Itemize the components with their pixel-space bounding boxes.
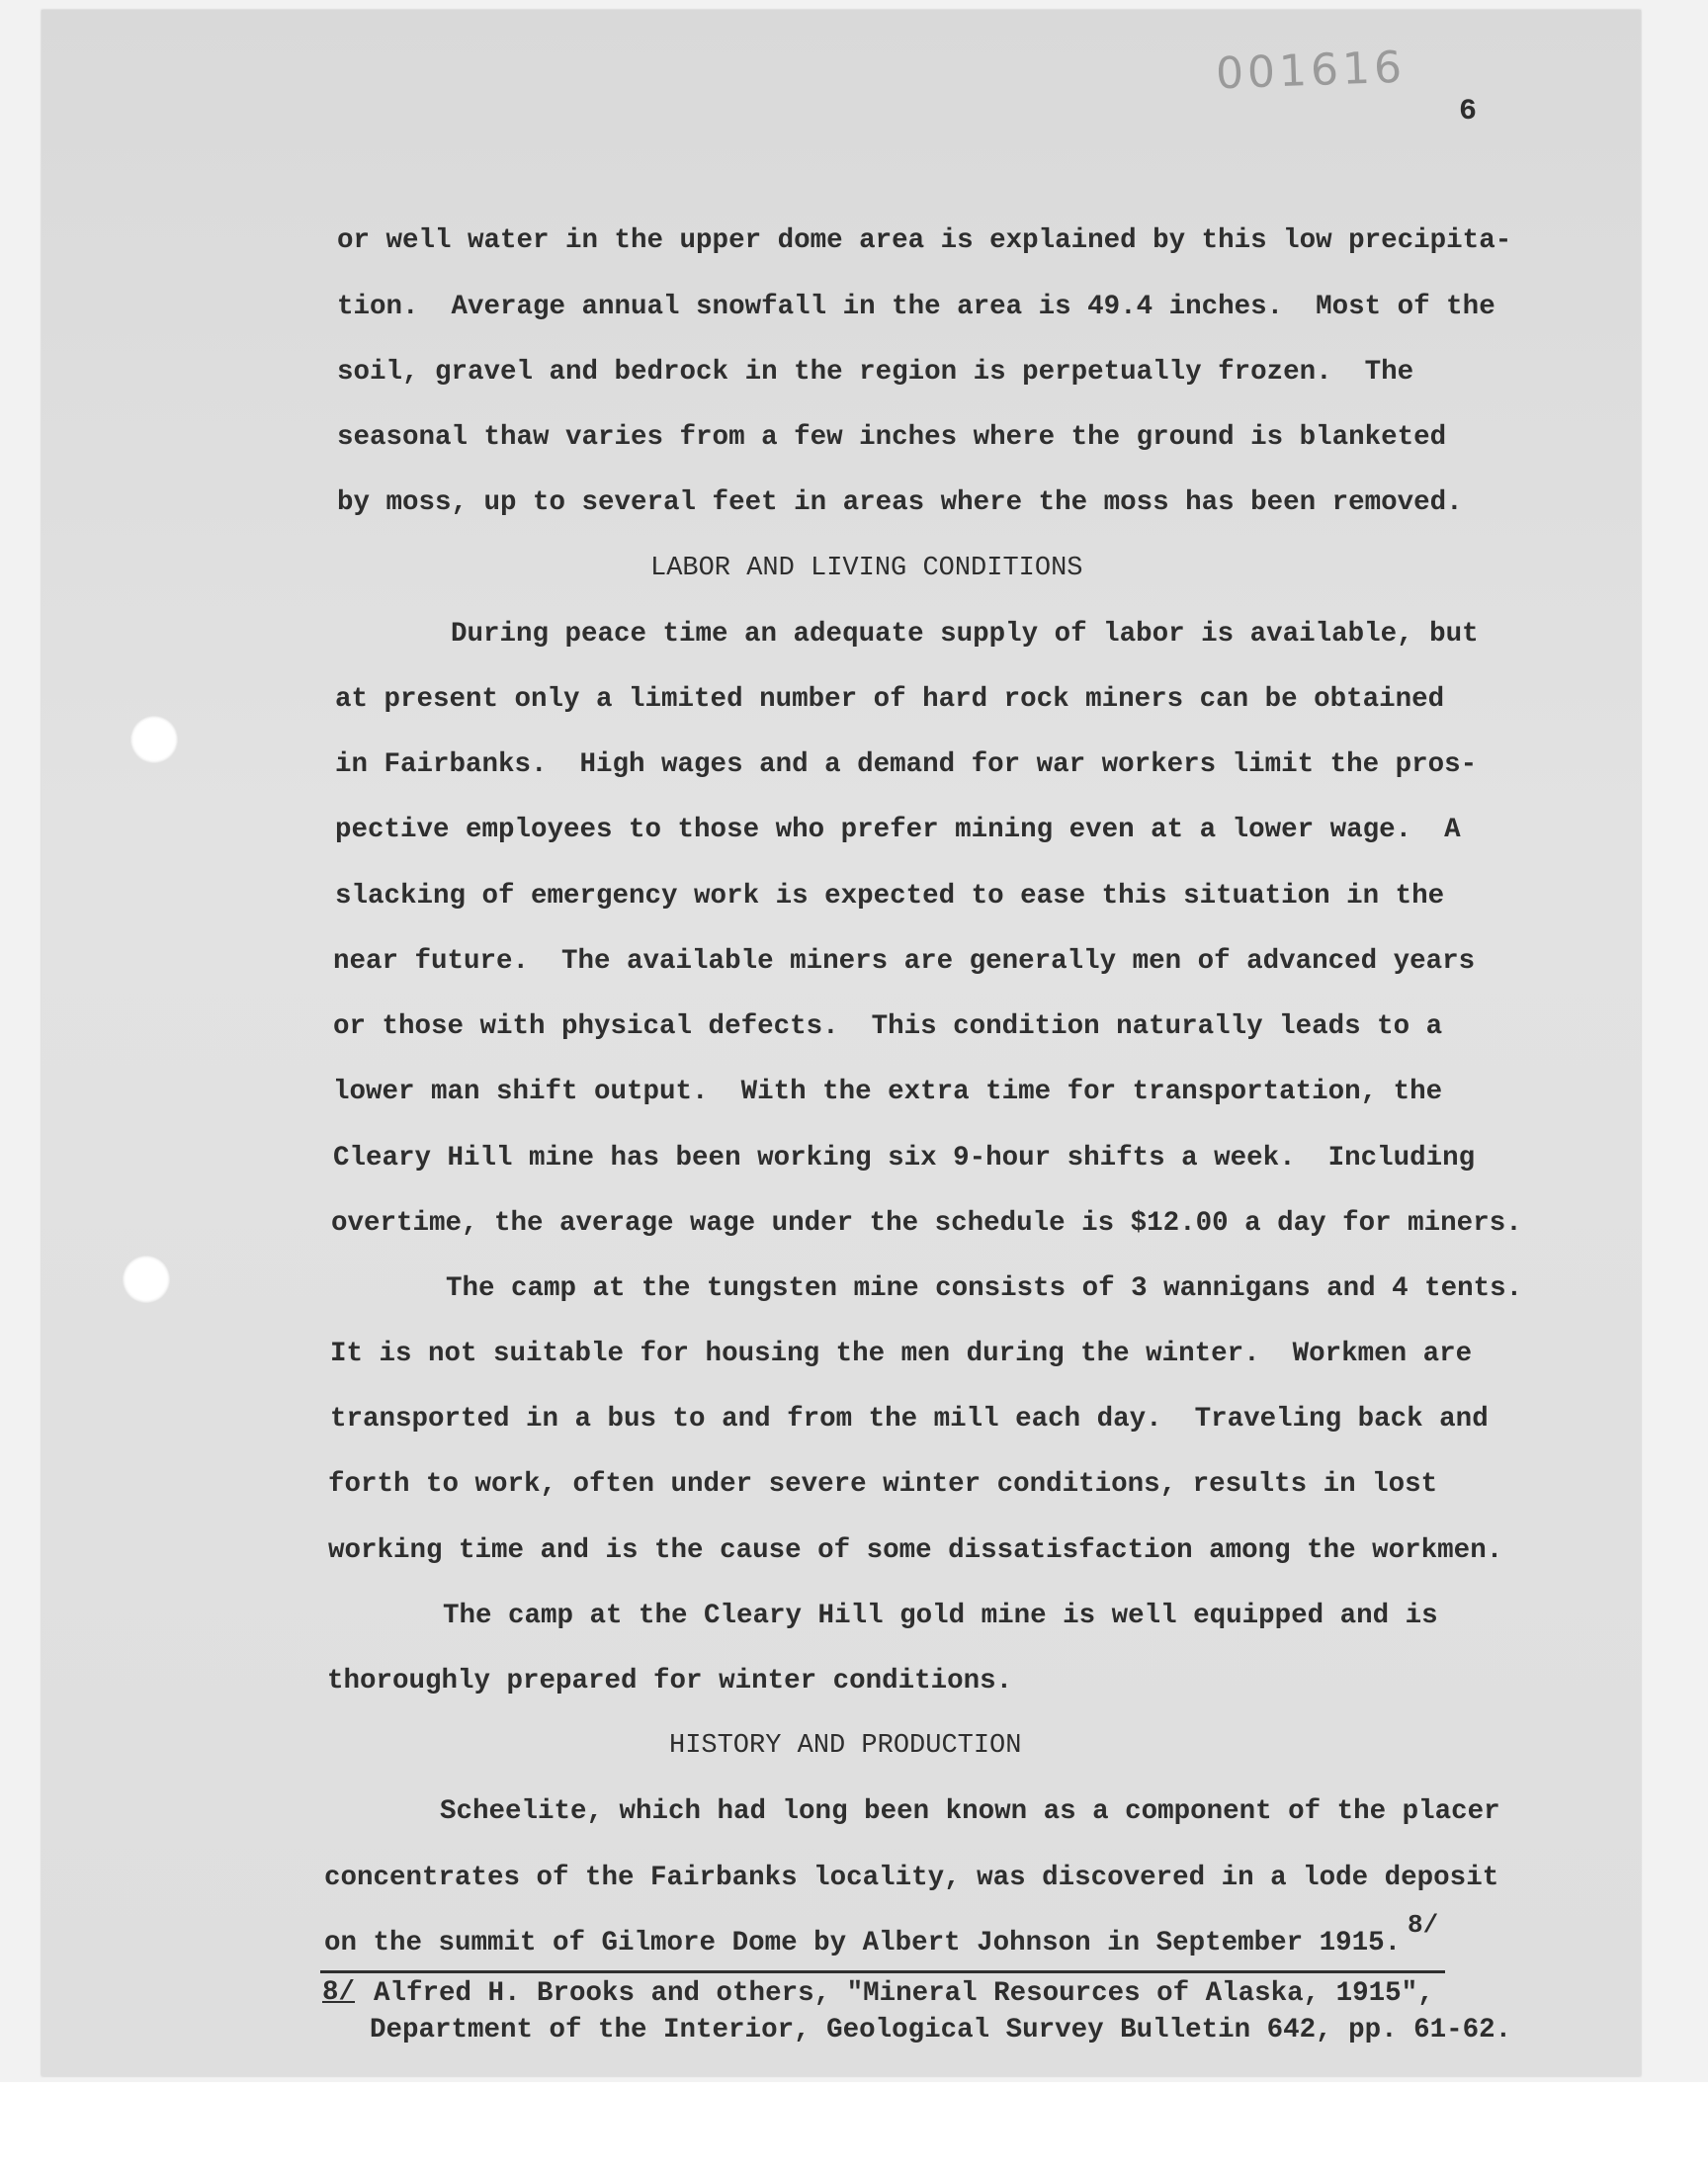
body-line: by moss, up to several feet in areas where the moss has been removed. [337,487,1463,518]
body-line: The camp at the tungsten mine consists of 3 wannigans and 4 tents. [446,1273,1523,1304]
body-line: or well water in the upper dome area is explained by this low precipita- [337,225,1512,256]
document-stamp: 001616 [1215,42,1407,100]
body-line: It is not suitable for housing the men during the winter. Workmen are [330,1339,1473,1369]
punch-hole-lower [123,1256,170,1303]
body-line: in Fairbanks. High wages and a demand for war workers limit the pros- [335,749,1478,780]
body-line: Scheelite, which had long been known as a component of the placer [440,1796,1500,1827]
body-line: working time and is the cause of some dissatisfaction among the workmen. [328,1535,1503,1566]
page-number: 6 [1459,95,1478,129]
body-line: The camp at the Cleary Hill gold mine is well equipped and is [443,1601,1438,1631]
body-line: at present only a limited number of hard rock miners can be obtained [335,684,1445,715]
body-line: overtime, the average wage under the schedule is $12.00 a day for miners. [331,1208,1522,1239]
footnote-rule [320,1970,1445,1973]
body-line: concentrates of the Fairbanks locality, was discovered in a lode deposit [324,1863,1499,1893]
body-line: lower man shift output. With the extra time for transportation, the [333,1077,1443,1107]
punch-hole-upper [130,716,178,763]
body-line: on the summit of Gilmore Dome by Albert Johnson in September 1915. [324,1928,1402,1958]
body-line: or those with physical defects. This condition naturally leads to a [333,1011,1443,1042]
body-line: During peace time an adequate supply of labor is available, but [451,619,1479,650]
body-line: Cleary Hill mine has been working six 9-hour shifts a week. Including [333,1143,1476,1174]
footnote-reference: 8/ [1408,1910,1439,1940]
body-line: seasonal thaw varies from a few inches where the ground is blanketed [337,422,1447,453]
section-heading-history: HISTORY AND PRODUCTION [669,1731,1022,1761]
body-line: forth to work, often under severe winter conditions, results in lost [328,1469,1438,1500]
footnote-line: Alfred H. Brooks and others, "Mineral Resources of Alaska, 1915", [374,1978,1434,2009]
body-line: soil, gravel and bedrock in the region is perpetually frozen. The [337,357,1414,388]
body-line: pective employees to those who prefer mining even at a lower wage. A [335,815,1461,845]
body-line: transported in a bus to and from the mill each day. Traveling back and [330,1404,1489,1435]
body-line: slacking of emergency work is expected to ease this situation in the [335,881,1445,912]
footnote-line: Department of the Interior, Geological Survey Bulletin 642, pp. 61-62. [370,2015,1512,2045]
footnote-mark: 8/ [322,1977,356,2008]
section-heading-labor: LABOR AND LIVING CONDITIONS [650,554,1083,583]
body-line: thoroughly prepared for winter conditions. [327,1666,1013,1696]
scan-margin [0,2082,1708,2175]
body-line: tion. Average annual snowfall in the area is 49.4 inches. Most of the [337,292,1495,322]
body-line: near future. The available miners are generally men of advanced years [333,946,1476,977]
